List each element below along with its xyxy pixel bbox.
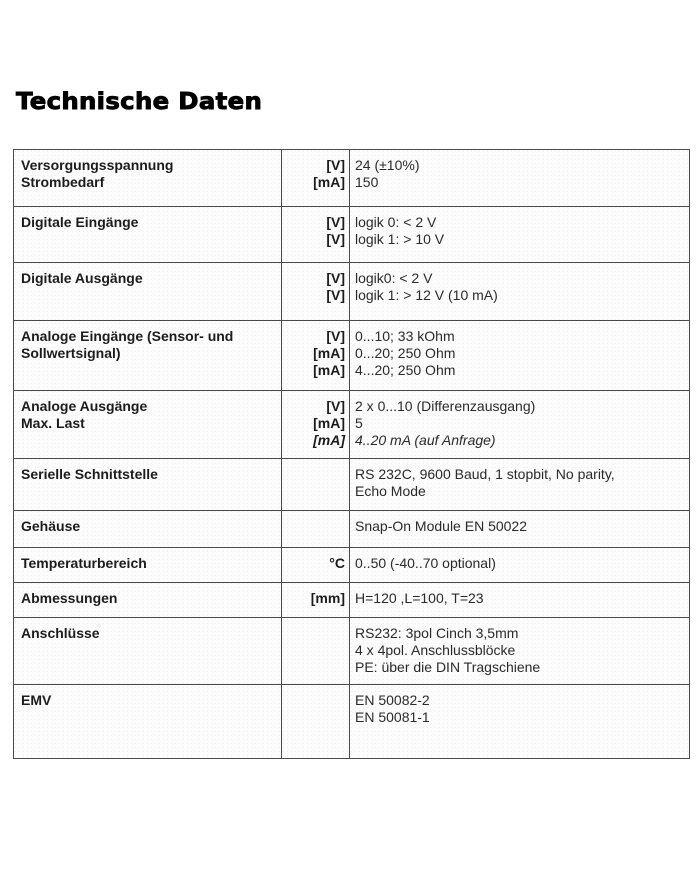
label-line: Strombedarf [21, 174, 105, 190]
row-label [14, 150, 282, 207]
unit-line-optional: [mA] [313, 432, 345, 448]
row-value [350, 263, 690, 321]
value-line: logik0: < 2 V [355, 270, 433, 286]
row-unit [282, 207, 350, 263]
label-line: Versorgungsspannung [21, 157, 174, 173]
label-line: Serielle Schnittstelle [21, 466, 158, 482]
value-line: 0...20; 250 Ohm [355, 345, 456, 361]
row-unit [282, 150, 350, 207]
row-label [14, 511, 282, 548]
unit-line: °C [329, 555, 345, 571]
value-line: logik 1: > 12 V (10 mA) [355, 287, 498, 303]
value-line-optional: 4..20 mA (auf Anfrage) [355, 432, 496, 448]
row-value [350, 150, 690, 207]
row-label [14, 459, 282, 511]
label-line: Analoge Ausgänge [21, 398, 148, 414]
row-unit [282, 459, 350, 511]
value-line: 0..50 (-40..70 optional) [355, 555, 496, 571]
row-label [14, 207, 282, 263]
table-row-connections [14, 618, 690, 685]
unit-line: [V] [326, 231, 345, 247]
unit-line: [mm] [310, 590, 345, 606]
value-line: EN 50082-2 [355, 692, 430, 708]
table-row-analog-outputs [14, 391, 690, 459]
unit-line: [mA] [313, 174, 345, 190]
label-line: Analoge Eingänge (Sensor- und [21, 328, 234, 344]
table-row-temperature [14, 548, 690, 583]
label-line: Temperaturbereich [21, 555, 147, 571]
value-line: PE: über die DIN Tragschiene [355, 659, 541, 675]
value-line: RS232: 3pol Cinch 3,5mm [355, 625, 519, 641]
row-unit [282, 263, 350, 321]
table-body [14, 150, 690, 759]
value-line: 150 [355, 174, 379, 190]
row-unit [282, 391, 350, 459]
row-value [350, 685, 690, 759]
row-label [14, 548, 282, 583]
value-line: Snap-On Module EN 50022 [355, 518, 527, 534]
row-value [350, 511, 690, 548]
value-line: logik 0: < 2 V [355, 214, 437, 230]
value-line: logik 1: > 10 V [355, 231, 445, 247]
table-row-dimensions [14, 583, 690, 618]
value-line: 0...10; 33 kOhm [355, 328, 455, 344]
unit-line: [V] [326, 328, 345, 344]
row-label [14, 321, 282, 391]
row-label [14, 583, 282, 618]
row-value [350, 391, 690, 459]
unit-line: [V] [326, 398, 345, 414]
label-line: Anschlüsse [21, 625, 100, 641]
table-row-analog-inputs [14, 321, 690, 391]
row-unit [282, 548, 350, 583]
page-title: Technische Daten [16, 89, 263, 115]
table-row-serial-interface [14, 459, 690, 511]
label-line: Sollwertsignal) [21, 345, 121, 361]
row-value [350, 207, 690, 263]
table-row-emc [14, 685, 690, 759]
row-value [350, 618, 690, 685]
table-row-digital-inputs [14, 207, 690, 263]
value-line: RS 232C, 9600 Baud, 1 stopbit, No parity, [355, 466, 615, 482]
unit-line: [V] [326, 287, 345, 303]
row-label [14, 263, 282, 321]
row-value [350, 583, 690, 618]
label-line: Digitale Eingänge [21, 214, 139, 230]
value-line: 4...20; 250 Ohm [355, 362, 456, 378]
value-line: H=120 ,L=100, T=23 [355, 590, 484, 606]
unit-line: [mA] [313, 362, 345, 378]
row-label [14, 391, 282, 459]
label-line: EMV [21, 692, 52, 708]
unit-line: [mA] [313, 415, 345, 431]
technical-data-table [13, 149, 690, 759]
row-unit [282, 583, 350, 618]
label-line: Abmessungen [21, 590, 118, 606]
unit-line: [mA] [313, 345, 345, 361]
row-value [350, 548, 690, 583]
label-line: Digitale Ausgänge [21, 270, 143, 286]
row-unit [282, 618, 350, 685]
unit-line: [V] [326, 214, 345, 230]
value-line: EN 50081-1 [355, 709, 430, 725]
row-unit [282, 321, 350, 391]
value-line: 24 (±10%) [355, 157, 420, 173]
table-row-digital-outputs [14, 263, 690, 321]
value-line: 5 [355, 415, 363, 431]
unit-line: [V] [326, 157, 345, 173]
label-line: Gehäuse [21, 518, 81, 534]
row-label [14, 618, 282, 685]
row-value [350, 459, 690, 511]
value-line: Echo Mode [355, 483, 426, 499]
unit-line: [V] [326, 270, 345, 286]
row-label [14, 685, 282, 759]
table-row-supply [14, 150, 690, 207]
table-row-housing [14, 511, 690, 548]
row-value [350, 321, 690, 391]
value-line: 4 x 4pol. Anschlussblöcke [355, 642, 516, 658]
value-line: 2 x 0...10 (Differenzausgang) [355, 398, 536, 414]
row-unit [282, 685, 350, 759]
label-line: Max. Last [21, 415, 85, 431]
row-unit [282, 511, 350, 548]
